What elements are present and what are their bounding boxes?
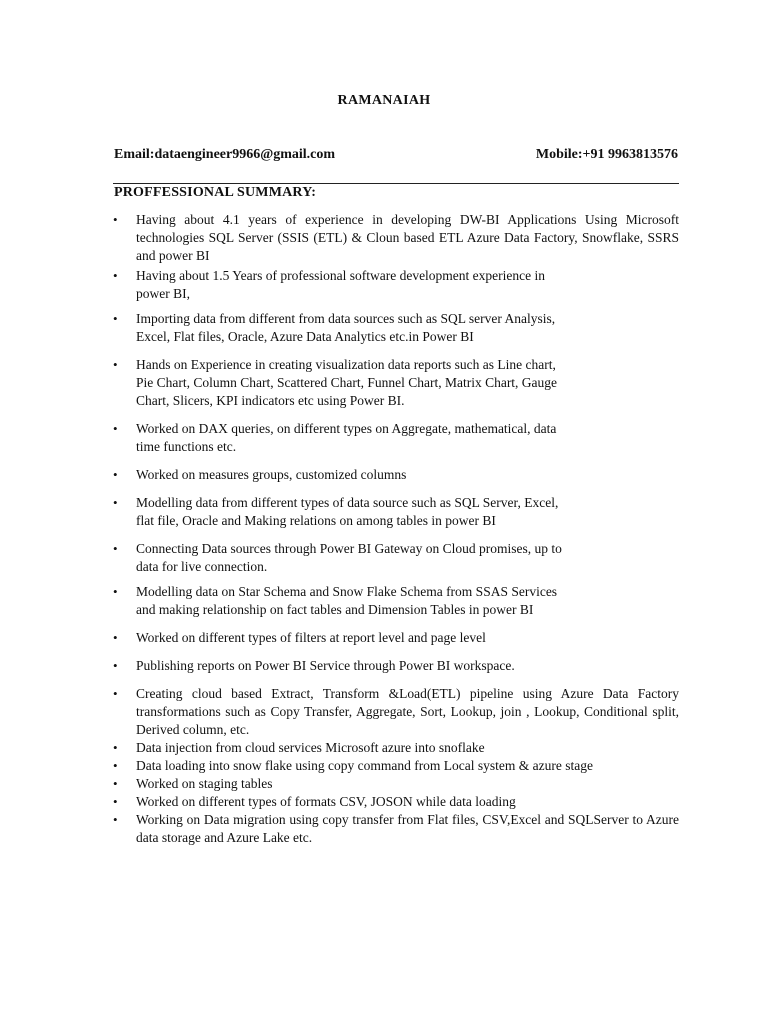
list-item: • Working on Data migration using copy transfer from Flat files, CSV,Excel and SQLServer to Azure data storage and Azure Lake etc.: [113, 812, 679, 845]
bullet-icon: •: [113, 268, 118, 283]
bullet-icon: •: [113, 212, 118, 227]
section-heading-summary: PROFFESSIONAL SUMMARY:: [114, 185, 317, 200]
list-item: • Worked on staging tables: [113, 776, 273, 791]
list-item: • Modelling data from different types of data source such as SQL Server, Excel, flat file, Oracle and Making relations on among tables in power BI: [113, 495, 559, 528]
summary-bullet-list: [113, 211, 679, 847]
list-item: • Publishing reports on Power BI Service through Power BI workspace.: [113, 658, 515, 673]
list-item: • Hands on Experience in creating visualization data reports such as Line chart, Pie Chart, Column Chart, Scattered Chart, Funnel Chart, Matrix Chart, Gauge Chart, Slicers, KPI indicators etc using Power BI.: [113, 357, 558, 408]
bullet-icon: •: [113, 630, 118, 645]
bullet-icon: •: [113, 357, 118, 372]
bullet-icon: •: [113, 758, 118, 773]
list-item: • Connecting Data sources through Power BI Gateway on Cloud promises, up to data for live connection.: [113, 541, 562, 574]
bullet-icon: •: [113, 740, 118, 755]
list-item: • Worked on different types of filters at report level and page level: [113, 630, 486, 645]
list-item: • Worked on DAX queries, on different types on Aggregate, mathematical, data time functions etc.: [113, 421, 557, 454]
list-item: • Modelling data on Star Schema and Snow Flake Schema from SSAS Services and making relationship on fact tables and Dimension Tables in power BI: [113, 584, 558, 617]
list-item: • Creating cloud based Extract, Transform &Load(ETL) pipeline using Azure Data Factory transformations such as Copy Transfer, Aggregate, Sort, Lookup, join , Lookup, Conditional split, Derived column, etc.: [113, 686, 679, 737]
list-item: • Worked on measures groups, customized columns: [113, 467, 407, 482]
list-item: • Having about 1.5 Years of professional software development experience in power BI,: [113, 268, 546, 301]
email-text: Email:dataengineer9966@gmail.com: [114, 147, 336, 162]
bullet-icon: •: [113, 584, 118, 599]
bullet-icon: •: [113, 421, 118, 436]
bullet-icon: •: [113, 495, 118, 510]
list-item: • Having about 4.1 years of experience in developing DW-BI Applications Using Microsoft technologies SQL Server (SSIS (ETL) & Cloun based ETL Azure Data Factory, Snowflake, SSRS and power BI: [113, 212, 679, 263]
bullet-icon: •: [113, 311, 118, 326]
bullet-icon: •: [113, 467, 118, 482]
bullet-icon: •: [113, 541, 118, 556]
mobile-text: Mobile:+91 9963813576: [535, 147, 678, 162]
list-item: • Worked on different types of formats CSV, JOSON while data loading: [113, 794, 516, 809]
bullet-icon: •: [113, 812, 118, 827]
list-item: • Data injection from cloud services Microsoft azure into snoflake: [113, 740, 485, 755]
list-item: • Importing data from different from data sources such as SQL server Analysis, Excel, Flat files, Oracle, Azure Data Analytics etc.in Power BI: [113, 311, 556, 344]
bullet-icon: •: [113, 794, 118, 809]
bullet-icon: •: [113, 776, 118, 791]
candidate-name: RAMANAIAH: [337, 93, 431, 108]
bullet-icon: •: [113, 658, 118, 673]
bullet-icon: •: [113, 686, 118, 701]
horizontal-divider: [113, 183, 679, 184]
list-item: • Data loading into snow flake using copy command from Local system & azure stage: [113, 758, 594, 773]
